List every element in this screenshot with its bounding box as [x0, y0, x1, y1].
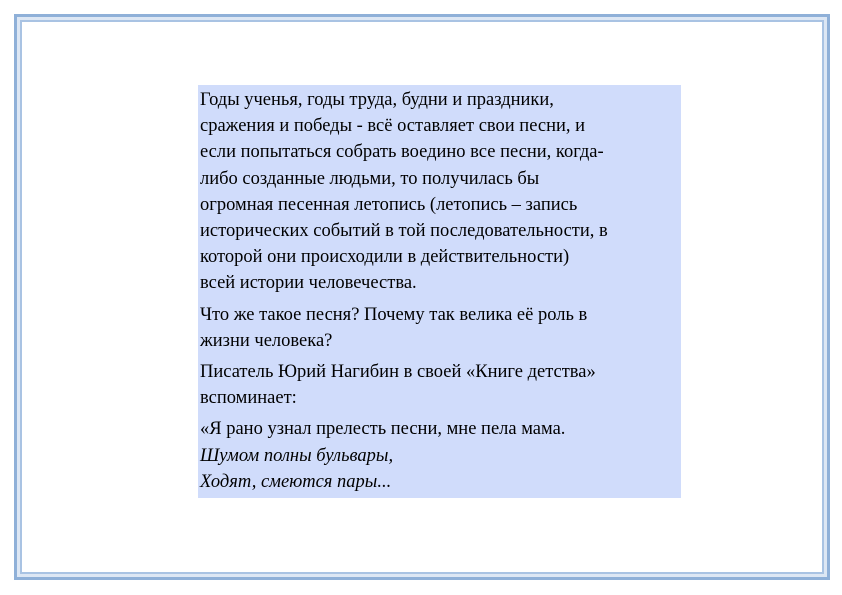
text-line: вспоминает:: [200, 388, 297, 409]
text-line: «Я рано узнал прелесть песни, мне пела мама.: [200, 419, 566, 440]
poem-line: Шумом полны бульвары,: [200, 445, 394, 466]
text-box: [198, 85, 681, 498]
paragraph-question: [200, 302, 679, 354]
text-line: Писатель Юрий Нагибин в своей «Книге детства»: [200, 362, 596, 383]
text-line: огромная песенная летопись (летопись – запись: [200, 194, 578, 215]
text-line: всей истории человечества.: [200, 273, 417, 294]
text-line: которой они происходили в действительности): [200, 247, 570, 268]
text-line: Что же такое песня? Почему так велика её роль в: [200, 304, 588, 325]
text-line: жизни человека?: [200, 330, 333, 351]
text-line: если попытаться собрать воедино все песни, когда-: [200, 142, 604, 163]
paragraph-quote: [200, 416, 679, 495]
text-line: сражения и победы - всё оставляет свои песни, и: [200, 116, 586, 137]
text-line: исторических событий в той последовательности, в: [200, 221, 608, 242]
paragraph-intro: [200, 87, 679, 297]
text-line: либо созданные людьми, то получилась бы: [200, 168, 540, 189]
paragraph-writer: [200, 359, 679, 411]
text-line: Годы ученья, годы труда, будни и праздники,: [200, 90, 554, 110]
poem-line: Ходят, смеются пары...: [200, 471, 392, 492]
